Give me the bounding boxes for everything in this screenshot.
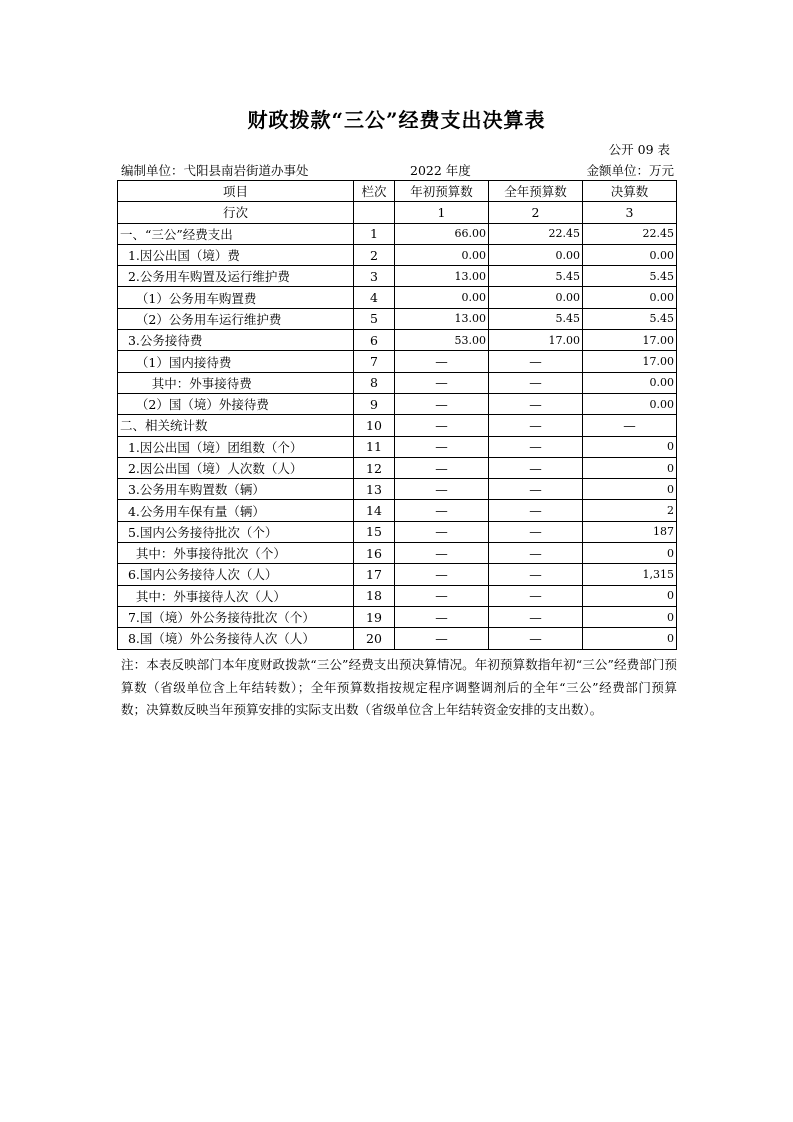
final-cell: 17.00 [583,351,677,372]
item-cell: （1）国内接待费 [118,351,354,372]
item-cell: 1.因公出国（境）团组数（个） [118,436,354,457]
line-no-cell: 7 [354,351,395,372]
table-row [118,351,677,372]
table-row [118,372,677,393]
item-cell: 3.公务接待费 [118,330,354,351]
final-cell: 5.45 [583,266,677,287]
initial-budget-cell: — [395,585,489,606]
annual-budget-cell: — [489,521,583,542]
page-title: 财政拨款“三公”经费支出决算表 [247,108,546,132]
table-row [118,330,677,351]
table-row [118,287,677,308]
line-no-cell: 15 [354,521,395,542]
annual-budget-cell: — [489,457,583,478]
final-cell: 22.45 [583,223,677,244]
amount-unit: 金额单位：万元 [586,163,674,178]
item-cell: （2）国（境）外接待费 [118,393,354,414]
final-cell: 0.00 [583,393,677,414]
item-cell: 其中：外事接待人次（人） [118,585,354,606]
line-no-cell: 8 [354,372,395,393]
item-cell: 其中：外事接待费 [118,372,354,393]
final-cell: 1,315 [583,564,677,585]
table-row [118,308,677,329]
item-cell: 3.公务用车购置数（辆） [118,479,354,500]
item-cell: 2.因公出国（境）人次数（人） [118,457,354,478]
index-cell: 3 [583,202,677,223]
initial-budget-cell: 0.00 [395,244,489,265]
item-cell: 8.国（境）外公务接待人次（人） [118,628,354,649]
annual-budget-cell: 0.00 [489,244,583,265]
item-cell: 二、相关统计数 [118,415,354,436]
initial-budget-cell: — [395,500,489,521]
index-cell [354,202,395,223]
initial-budget-cell: 13.00 [395,266,489,287]
item-cell: （1）公务用车购置费 [118,287,354,308]
table-row [118,543,677,564]
item-cell: 2.公务用车购置及运行维护费 [118,266,354,287]
final-cell: 0 [583,585,677,606]
initial-budget-cell: — [395,628,489,649]
table-row [118,393,677,414]
index-cell: 行次 [118,202,354,223]
final-cell: 0 [583,628,677,649]
table-header-row [118,181,677,202]
line-no-cell: 3 [354,266,395,287]
header-cell: 决算数 [583,181,677,202]
compiling-unit: 编制单位：弋阳县南岩街道办事处 [121,163,309,178]
annual-budget-cell: — [489,372,583,393]
initial-budget-cell: 0.00 [395,287,489,308]
line-no-cell: 16 [354,543,395,564]
table-row [118,585,677,606]
line-no-cell: 12 [354,457,395,478]
expense-table [117,180,677,650]
annual-budget-cell: — [489,628,583,649]
final-cell: 0 [583,457,677,478]
final-cell: 5.45 [583,308,677,329]
item-cell: 4.公务用车保有量（辆） [118,500,354,521]
header-cell: 项目 [118,181,354,202]
item-cell: 1.因公出国（境）费 [118,244,354,265]
table-row [118,500,677,521]
line-no-cell: 4 [354,287,395,308]
annual-budget-cell: — [489,415,583,436]
table-row [118,415,677,436]
initial-budget-cell: — [395,479,489,500]
line-no-cell: 19 [354,606,395,627]
final-cell: 17.00 [583,330,677,351]
table-row [118,266,677,287]
item-cell: 其中：外事接待批次（个） [118,543,354,564]
table-row [118,223,677,244]
item-cell: 6.国内公务接待人次（人） [118,564,354,585]
initial-budget-cell: — [395,457,489,478]
line-no-cell: 9 [354,393,395,414]
initial-budget-cell: — [395,393,489,414]
annual-budget-cell: 0.00 [489,287,583,308]
line-no-cell: 17 [354,564,395,585]
table-row [118,436,677,457]
final-cell: 0.00 [583,287,677,308]
index-cell: 2 [489,202,583,223]
line-no-cell: 14 [354,500,395,521]
final-cell: 2 [583,500,677,521]
line-no-cell: 5 [354,308,395,329]
line-no-cell: 6 [354,330,395,351]
initial-budget-cell: 13.00 [395,308,489,329]
initial-budget-cell: — [395,564,489,585]
initial-budget-cell: 66.00 [395,223,489,244]
final-cell: 0 [583,543,677,564]
initial-budget-cell: 53.00 [395,330,489,351]
final-cell: 0 [583,436,677,457]
initial-budget-cell: — [395,415,489,436]
index-cell: 1 [395,202,489,223]
annual-budget-cell: — [489,479,583,500]
initial-budget-cell: — [395,351,489,372]
annual-budget-cell: 5.45 [489,308,583,329]
final-cell: 0.00 [583,244,677,265]
line-no-cell: 20 [354,628,395,649]
table-index-row [118,202,677,223]
footnote: 注：本表反映部门本年度财政拨款“三公”经费支出预决算情况。年初预算数指年初“三公”经费部门预算数（省级单位含上年结转数）；全年预算数指按规定程序调整调剂后的全年“三公”经费部门预算数；决算数反映当年预算安排的实际支出数（省级单位含上年结转资金安排的支出数）。 [121,657,677,717]
header-cell: 年初预算数 [395,181,489,202]
annual-budget-cell: — [489,393,583,414]
line-no-cell: 11 [354,436,395,457]
annual-budget-cell: — [489,564,583,585]
annual-budget-cell: 17.00 [489,330,583,351]
initial-budget-cell: — [395,372,489,393]
final-cell: 187 [583,521,677,542]
annual-budget-cell: — [489,543,583,564]
line-no-cell: 18 [354,585,395,606]
item-cell: （2）公务用车运行维护费 [118,308,354,329]
final-cell: 0 [583,479,677,500]
line-no-cell: 1 [354,223,395,244]
initial-budget-cell: — [395,543,489,564]
line-no-cell: 10 [354,415,395,436]
initial-budget-cell: — [395,606,489,627]
item-cell: 一、“三公”经费支出 [118,223,354,244]
annual-budget-cell: — [489,606,583,627]
item-cell: 5.国内公务接待批次（个） [118,521,354,542]
table-row [118,628,677,649]
meta-bar [121,161,674,179]
header-cell: 全年预算数 [489,181,583,202]
form-code: 公开 09 表 [608,142,670,157]
fiscal-year: 2022 年度 [410,163,471,178]
annual-budget-cell: 22.45 [489,223,583,244]
line-no-cell: 13 [354,479,395,500]
table-row [118,244,677,265]
initial-budget-cell: — [395,521,489,542]
table-row [118,457,677,478]
table-row [118,479,677,500]
annual-budget-cell: — [489,436,583,457]
final-cell: 0.00 [583,372,677,393]
annual-budget-cell: — [489,585,583,606]
annual-budget-cell: — [489,500,583,521]
line-no-cell: 2 [354,244,395,265]
item-cell: 7.国（境）外公务接待批次（个） [118,606,354,627]
table-row [118,606,677,627]
annual-budget-cell: — [489,351,583,372]
annual-budget-cell: 5.45 [489,266,583,287]
table-row [118,564,677,585]
table-row [118,521,677,542]
header-cell: 栏次 [354,181,395,202]
initial-budget-cell: — [395,436,489,457]
final-cell: — [583,415,677,436]
final-cell: 0 [583,606,677,627]
